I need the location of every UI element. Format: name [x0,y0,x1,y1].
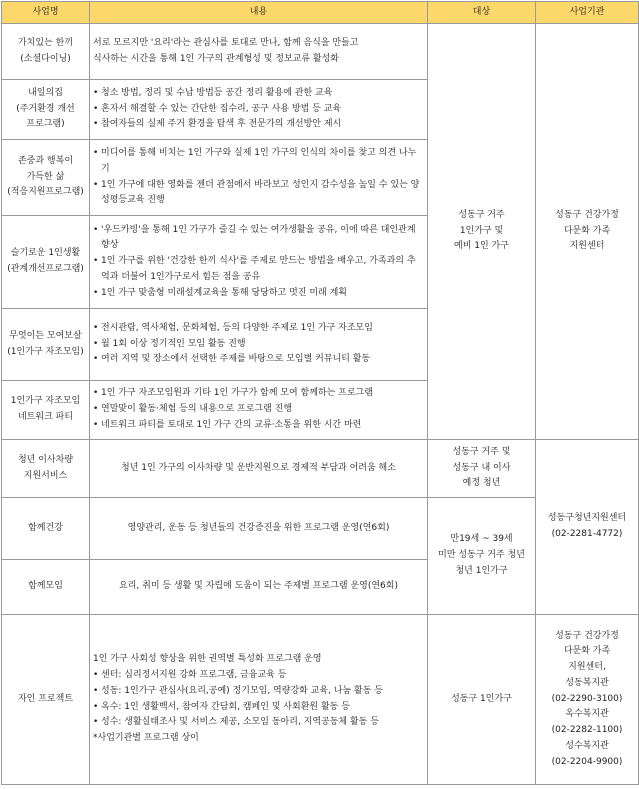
target-cell: 성동구 거주 및 성동구 내 이사 예정 청년 [428,440,536,498]
header-project-name: 사업명 [2,2,90,24]
project-content: • '우드카빙'을 통해 1인 가구가 즐길 수 있는 여가생활을 공유, 이에 따른 대인관계 향상 • 1인 가구를 위한 '건강한 한끼 식사'를 주제로 만드는 방법을 배우고, 가족과의 추억과 더불어 1인가구로서 힘든 점을 공유 • 1인 가구 맞춤형 미래설계교육을 통해 당당하고 멋진 미래 계획 [90,216,428,309]
header-agency: 사업기관 [536,2,639,24]
agency-cell: 성동구청년지원센터 (02-2281-4772) [536,440,639,615]
project-name: 청년 이사차량 지원서비스 [2,440,90,498]
project-content: 1인 가구 사회성 향상을 위한 권역별 특성화 프로그램 운영 • 센터: 심리정서지원 강화 프로그램, 금융교육 등 • 성동: 1인가구 관심사(요리,공예) 정기모임, 역량강화 교육, 나눔 활동 등 • 옥수: 1인 생활백서, 참여자 간담회, 캠페인 및 사회환원 활동 등 • 성수: 생활실태조사 및 서비스 제공, 소모임 동아리, 지역공동체 활동 등 *사업기관별 프로그램 상이 [90,615,428,785]
project-name: 내일의집 (주거환경 개선 프로그램) [2,80,90,140]
project-content: 영양관리, 운동 등 청년들의 건강증진을 위한 프로그램 운영(연6회) [90,498,428,560]
header-target: 대상 [428,2,536,24]
table-row [2,24,639,80]
project-content: • 청소 방법, 정리 및 수납 방법등 공간 정리 활용에 관한 교육 • 혼자서 해결할 수 있는 간단한 집수리, 공구 사용 방법 등 교육 • 참여자들의 실제 주거 환경을 탐색 후 전문가의 개선방안 제시 [90,80,428,140]
agency-cell: 성동구 건강가정 다문화 가족 지원센터, 성동복지관 (02-2290-3100) 옥수복지관 (02-2282-1100) 성수복지관 (02-2204-9900) [536,615,639,785]
project-name: 존중과 행복이 가득한 삶 (적응지원프로그램) [2,140,90,216]
project-content: • 1인 가구 자조모임원과 기타 1인 가구가 함께 모여 함께하는 프로그램 • 연말맞이 활동·체험 등의 내용으로 프로그램 진행 • 네트워크 파티를 토대로 1인 가구 간의 교류·소통을 위한 시간 마련 [90,381,428,440]
target-cell: 성동구 1인가구 [428,615,536,785]
agency-cell: 성동구 건강가정 다문화 가족 지원센터 [536,24,639,440]
project-name: 가치있는 한끼 (소셜다이닝) [2,24,90,80]
header-row [2,2,639,24]
project-name: 1인가구 자조모임 네트워크 파티 [2,381,90,440]
table-row [2,615,639,785]
project-name: 함께건강 [2,498,90,560]
project-content: 청년 1인 가구의 이사차량 및 운반지원으로 경제적 부담과 어려움 해소 [90,440,428,498]
project-content: • 미디어를 통해 비치는 1인 가구와 실제 1인 가구의 인식의 차이를 찾고 의견 나누기 • 1인 가구에 대한 영화를 젠더 관점에서 바라보고 성인지 감수성을 높일 수 있는 양성평등교육 진행 [90,140,428,216]
project-name: 슬기로운 1인생활 (관계개선프로그램) [2,216,90,309]
project-content: • 전시관람, 역사체험, 문화체험, 등의 다양한 주제로 1인 가구 자조모임 • 월 1회 이상 정기적인 모임 활동 진행 • 여러 지역 및 장소에서 선택한 주제를 바탕으로 모임별 커뮤니티 활동 [90,309,428,381]
project-name: 무엇이든 모여보살 (1인가구 자조모임) [2,309,90,381]
project-content: 요리, 취미 등 생활 및 자립에 도움이 되는 주제별 프로그램 운영(연6회) [90,560,428,615]
program-table [1,1,639,785]
project-name: 함께모임 [2,560,90,615]
target-cell: 만19세 ~ 39세 미만 성동구 거주 청년 청년 1인가구 [428,498,536,615]
project-content: 서로 모르지만 '요리'라는 관심사를 토대로 만나, 함께 음식을 만들고 식사하는 시간을 통해 1인 가구의 관계형성 및 정보교류 활성화 [90,24,428,80]
header-content: 내용 [90,2,428,24]
target-cell: 성동구 거주 1인가구 및 예비 1인 가구 [428,24,536,440]
project-name: 자인 프로젝트 [2,615,90,785]
table-row [2,440,639,498]
